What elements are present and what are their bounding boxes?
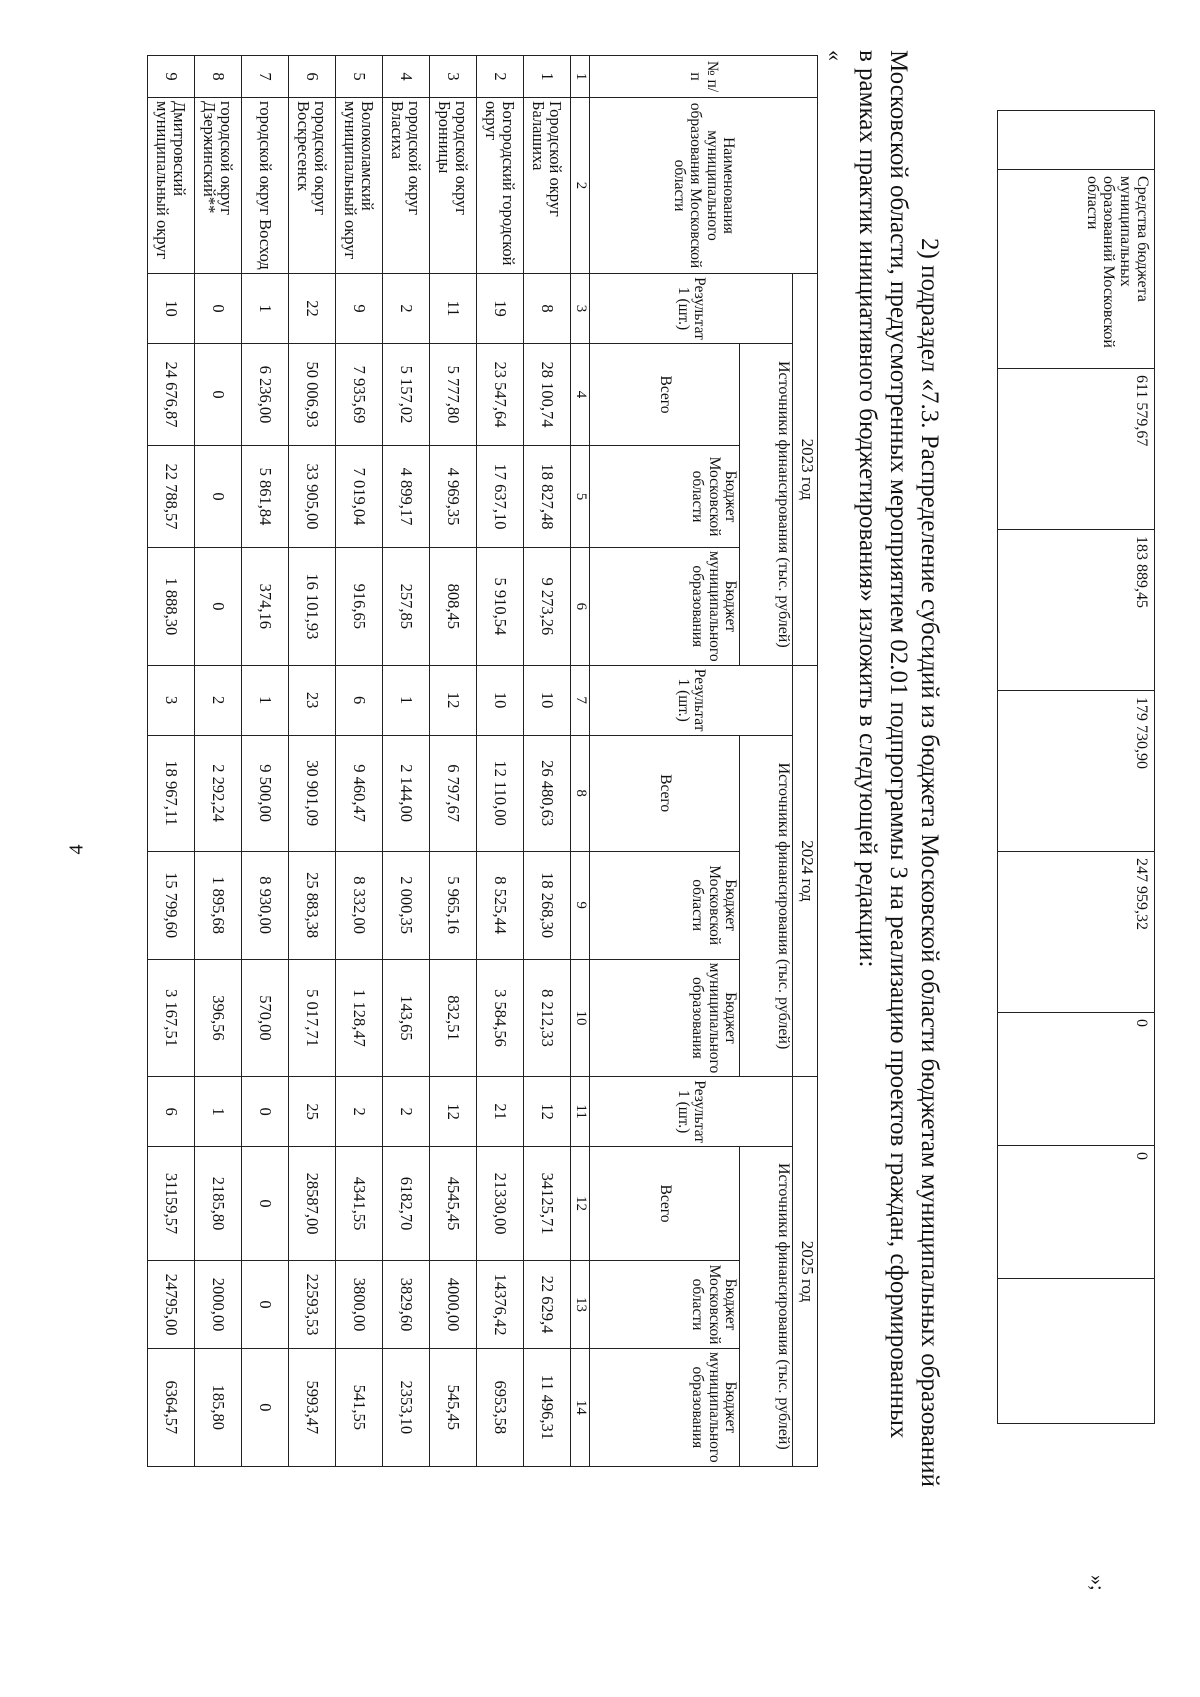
total-2024: 12 110,00	[477, 735, 524, 851]
row-number: 3	[430, 56, 477, 98]
value-cell	[998, 1279, 1155, 1424]
header-budget-mo: Бюджет Московской области	[590, 446, 740, 548]
budget-mo-2025: 22 629,4	[524, 1261, 571, 1349]
amendment-paragraph	[852, 50, 945, 1690]
column-number: 4	[571, 344, 590, 446]
budget-mo-2024: 2 000,35	[383, 851, 430, 959]
municipality-name: городской округ Бронницы	[430, 98, 477, 274]
table-body	[148, 56, 571, 1467]
budget-mo-2023: 0	[195, 446, 242, 548]
budget-mo-2023: 33 905,00	[289, 446, 336, 548]
result-2024: 23	[289, 665, 336, 735]
row-number: 6	[289, 56, 336, 98]
column-number: 11	[571, 1077, 590, 1147]
total-2025: 6182,70	[383, 1147, 430, 1261]
header-total: Всего	[590, 344, 740, 446]
header-budget-mo: Бюджет Московской области	[590, 1261, 740, 1349]
municipality-name: Богородский городской округ	[477, 98, 524, 274]
result-2024: 1	[383, 665, 430, 735]
landscape-page	[20, 20, 1170, 1670]
budget-mun-2023: 374,16	[242, 548, 289, 666]
budget-mo-2025: 22593,53	[289, 1261, 336, 1349]
total-2023: 23 547,64	[477, 344, 524, 446]
value-cell: 183 889,45	[998, 530, 1155, 691]
municipality-name: городской округ Дзержинский**	[195, 98, 242, 274]
value-cell: 179 730,90	[998, 691, 1155, 852]
municipality-name: Дмитровский муниципальный округ	[148, 98, 195, 274]
budget-mun-2023: 1 888,30	[148, 548, 195, 666]
budget-mo-2025: 14376,42	[477, 1261, 524, 1349]
table-row	[148, 56, 195, 1467]
header-sources: Источники финансирования (тыс. рублей)	[740, 1147, 793, 1467]
total-2024: 18 967,11	[148, 735, 195, 851]
header-total: Всего	[590, 735, 740, 851]
result-2025: 12	[524, 1077, 571, 1147]
total-2024: 6 797,67	[430, 735, 477, 851]
column-number: 3	[571, 274, 590, 344]
total-2024: 30 901,09	[289, 735, 336, 851]
total-2023: 5 157,02	[383, 344, 430, 446]
result-2025: 21	[477, 1077, 524, 1147]
closing-quote: »;	[1086, 1575, 1108, 1591]
table-row	[242, 56, 289, 1467]
column-number: 10	[571, 959, 590, 1077]
page-number: 4	[65, 844, 88, 855]
total-2023: 28 100,74	[524, 344, 571, 446]
total-2024: 9 460,47	[336, 735, 383, 851]
column-number: 5	[571, 446, 590, 548]
row-number: 8	[195, 56, 242, 98]
budget-mun-2025: 5993,47	[289, 1349, 336, 1467]
result-2023: 8	[524, 274, 571, 344]
budget-mun-2024: 5 017,71	[289, 959, 336, 1077]
total-2023: 50 006,93	[289, 344, 336, 446]
header-no: № п/п	[590, 56, 818, 98]
result-2025: 0	[242, 1077, 289, 1147]
header-year-2023: 2023 год	[793, 274, 818, 666]
column-number: 13	[571, 1261, 590, 1349]
result-2023: 0	[195, 274, 242, 344]
header-sources: Источники финансирования (тыс. рублей)	[740, 344, 793, 666]
budget-mo-2023: 5 861,84	[242, 446, 289, 548]
result-2023: 2	[383, 274, 430, 344]
budget-mun-2025: 11 496,31	[524, 1349, 571, 1467]
budget-mo-2023: 4 899,17	[383, 446, 430, 548]
budget-mo-2023: 17 637,10	[477, 446, 524, 548]
budget-mun-2024: 3 584,56	[477, 959, 524, 1077]
value-cell: 247 959,32	[998, 852, 1155, 1013]
header-budget-mun: Бюджет муниципального образования	[590, 548, 740, 666]
row-number: 4	[383, 56, 430, 98]
budget-mun-2023: 5 910,54	[477, 548, 524, 666]
total-2023: 7 935,69	[336, 344, 383, 446]
municipality-name: городской округ Восход	[242, 98, 289, 274]
result-2024: 2	[195, 665, 242, 735]
table-row	[430, 56, 477, 1467]
budget-mo-2025: 24795,00	[148, 1261, 195, 1349]
table-row	[383, 56, 430, 1467]
budget-mo-2025: 3829,60	[383, 1261, 430, 1349]
table-row	[524, 56, 571, 1467]
result-2023: 9	[336, 274, 383, 344]
result-2025: 1	[195, 1077, 242, 1147]
header-budget-mun: Бюджет муниципального образования	[590, 1349, 740, 1467]
paragraph-line: в рамках практик инициативного бюджетирования» изложить в следующей редакции:	[854, 50, 881, 968]
table-row	[289, 56, 336, 1467]
budget-mun-2024: 832,51	[430, 959, 477, 1077]
budget-mo-2025: 2000,00	[195, 1261, 242, 1349]
empty-cell	[998, 111, 1155, 170]
row-number: 2	[477, 56, 524, 98]
column-number: 9	[571, 851, 590, 959]
result-2024: 1	[242, 665, 289, 735]
budget-mo-2024: 15 799,60	[148, 851, 195, 959]
value-cell: 0	[998, 1146, 1155, 1279]
budget-mun-2025: 6364,57	[148, 1349, 195, 1467]
table-row	[195, 56, 242, 1467]
budget-mun-2025: 6953,58	[477, 1349, 524, 1467]
budget-mo-2024: 1 895,68	[195, 851, 242, 959]
row-number: 1	[524, 56, 571, 98]
total-2025: 31159,57	[148, 1147, 195, 1261]
budget-mo-2024: 5 965,16	[430, 851, 477, 959]
budget-mun-2023: 257,85	[383, 548, 430, 666]
continuation-table	[997, 110, 1155, 1424]
header-sources: Источники финансирования (тыс. рублей)	[740, 735, 793, 1077]
budget-mun-2023: 0	[195, 548, 242, 666]
result-2023: 22	[289, 274, 336, 344]
budget-mun-2025: 0	[242, 1349, 289, 1467]
budget-mo-2024: 8 930,00	[242, 851, 289, 959]
budget-mo-2023: 18 827,48	[524, 446, 571, 548]
total-2025: 21330,00	[477, 1147, 524, 1261]
budget-mo-2024: 8 332,00	[336, 851, 383, 959]
result-2025: 2	[336, 1077, 383, 1147]
result-2024: 12	[430, 665, 477, 735]
value-cell: 611 579,67	[998, 369, 1155, 530]
value-cell: 0	[998, 1013, 1155, 1146]
column-number: 8	[571, 735, 590, 851]
total-2024: 2 144,00	[383, 735, 430, 851]
column-number: 12	[571, 1147, 590, 1261]
paragraph-line: Московской области, предусмотренных мероприятием 02.01 подпрограммы 3 на реализацию проектов граждан, сформированных	[885, 50, 912, 1439]
budget-mun-2025: 545,45	[430, 1349, 477, 1467]
total-2023: 0	[195, 344, 242, 446]
municipality-name: Волоколамский муниципальный округ	[336, 98, 383, 274]
row-number: 5	[336, 56, 383, 98]
result-2025: 6	[148, 1077, 195, 1147]
header-year-2025: 2025 год	[793, 1077, 818, 1466]
budget-source-label: Средства бюджета муниципальных образований Московской области	[998, 170, 1155, 369]
total-2025: 28587,00	[289, 1147, 336, 1261]
opening-quote: «	[823, 50, 848, 61]
total-2023: 6 236,00	[242, 344, 289, 446]
budget-mo-2023: 7 019,04	[336, 446, 383, 548]
total-2025: 34125,71	[524, 1147, 571, 1261]
budget-mo-2023: 22 788,57	[148, 446, 195, 548]
budget-mo-2025: 4000,00	[430, 1261, 477, 1349]
budget-mun-2025: 2353,10	[383, 1349, 430, 1467]
budget-mun-2024: 396,56	[195, 959, 242, 1077]
budget-mun-2025: 541,55	[336, 1349, 383, 1467]
result-2025: 12	[430, 1077, 477, 1147]
total-2025: 4545,45	[430, 1147, 477, 1261]
header-result: Результат 1 (шт.)	[590, 274, 793, 344]
budget-mun-2023: 9 273,26	[524, 548, 571, 666]
column-number: 2	[571, 98, 590, 274]
budget-mun-2024: 3 167,51	[148, 959, 195, 1077]
municipality-name: Городской округ Балашиха	[524, 98, 571, 274]
total-2024: 26 480,63	[524, 735, 571, 851]
budget-mun-2025: 185,80	[195, 1349, 242, 1467]
column-number: 1	[571, 56, 590, 98]
total-2023: 24 676,87	[148, 344, 195, 446]
header-name: Наименования муниципального образования Московской области	[590, 98, 818, 274]
budget-mun-2024: 570,00	[242, 959, 289, 1077]
budget-mo-2023: 4 969,35	[430, 446, 477, 548]
total-2025: 0	[242, 1147, 289, 1261]
result-2023: 10	[148, 274, 195, 344]
table-row	[336, 56, 383, 1467]
row-number: 7	[242, 56, 289, 98]
result-2025: 25	[289, 1077, 336, 1147]
budget-mun-2024: 143,65	[383, 959, 430, 1077]
paragraph-line: 2) подраздел «7.3. Распределение субсидий из бюджета Московской области бюджетам муниципальных образований	[916, 238, 943, 1487]
total-2024: 2 292,24	[195, 735, 242, 851]
budget-mo-2024: 25 883,38	[289, 851, 336, 959]
result-2024: 3	[148, 665, 195, 735]
column-number: 7	[571, 665, 590, 735]
result-2024: 10	[477, 665, 524, 735]
budget-mo-2025: 3800,00	[336, 1261, 383, 1349]
subsidy-distribution-table	[147, 55, 818, 1467]
budget-mun-2023: 916,65	[336, 548, 383, 666]
budget-mo-2024: 8 525,44	[477, 851, 524, 959]
result-2025: 2	[383, 1077, 430, 1147]
total-2024: 9 500,00	[242, 735, 289, 851]
row-number: 9	[148, 56, 195, 98]
header-year-2024: 2024 год	[793, 665, 818, 1077]
header-result: Результат 1 (шт.)	[590, 665, 793, 735]
result-2024: 6	[336, 665, 383, 735]
column-number: 14	[571, 1349, 590, 1467]
header-budget-mun: Бюджет муниципального образования	[590, 959, 740, 1077]
result-2023: 11	[430, 274, 477, 344]
result-2024: 10	[524, 665, 571, 735]
column-number: 6	[571, 548, 590, 666]
table-row	[477, 56, 524, 1467]
result-2023: 1	[242, 274, 289, 344]
budget-mo-2025: 0	[242, 1261, 289, 1349]
municipality-name: городской округ Власиха	[383, 98, 430, 274]
budget-mo-2024: 18 268,30	[524, 851, 571, 959]
header-result: Результат 1 (шт.)	[590, 1077, 793, 1147]
total-2025: 4341,55	[336, 1147, 383, 1261]
municipality-name: городской округ Воскресенск	[289, 98, 336, 274]
result-2023: 19	[477, 274, 524, 344]
header-total: Всего	[590, 1147, 740, 1261]
total-2023: 5 777,80	[430, 344, 477, 446]
header-budget-mo: Бюджет Московской области	[590, 851, 740, 959]
budget-mun-2023: 16 101,93	[289, 548, 336, 666]
column-number-row	[571, 56, 590, 1467]
budget-mun-2023: 808,45	[430, 548, 477, 666]
budget-mun-2024: 8 212,33	[524, 959, 571, 1077]
total-2025: 2185,80	[195, 1147, 242, 1261]
budget-mun-2024: 1 128,47	[336, 959, 383, 1077]
